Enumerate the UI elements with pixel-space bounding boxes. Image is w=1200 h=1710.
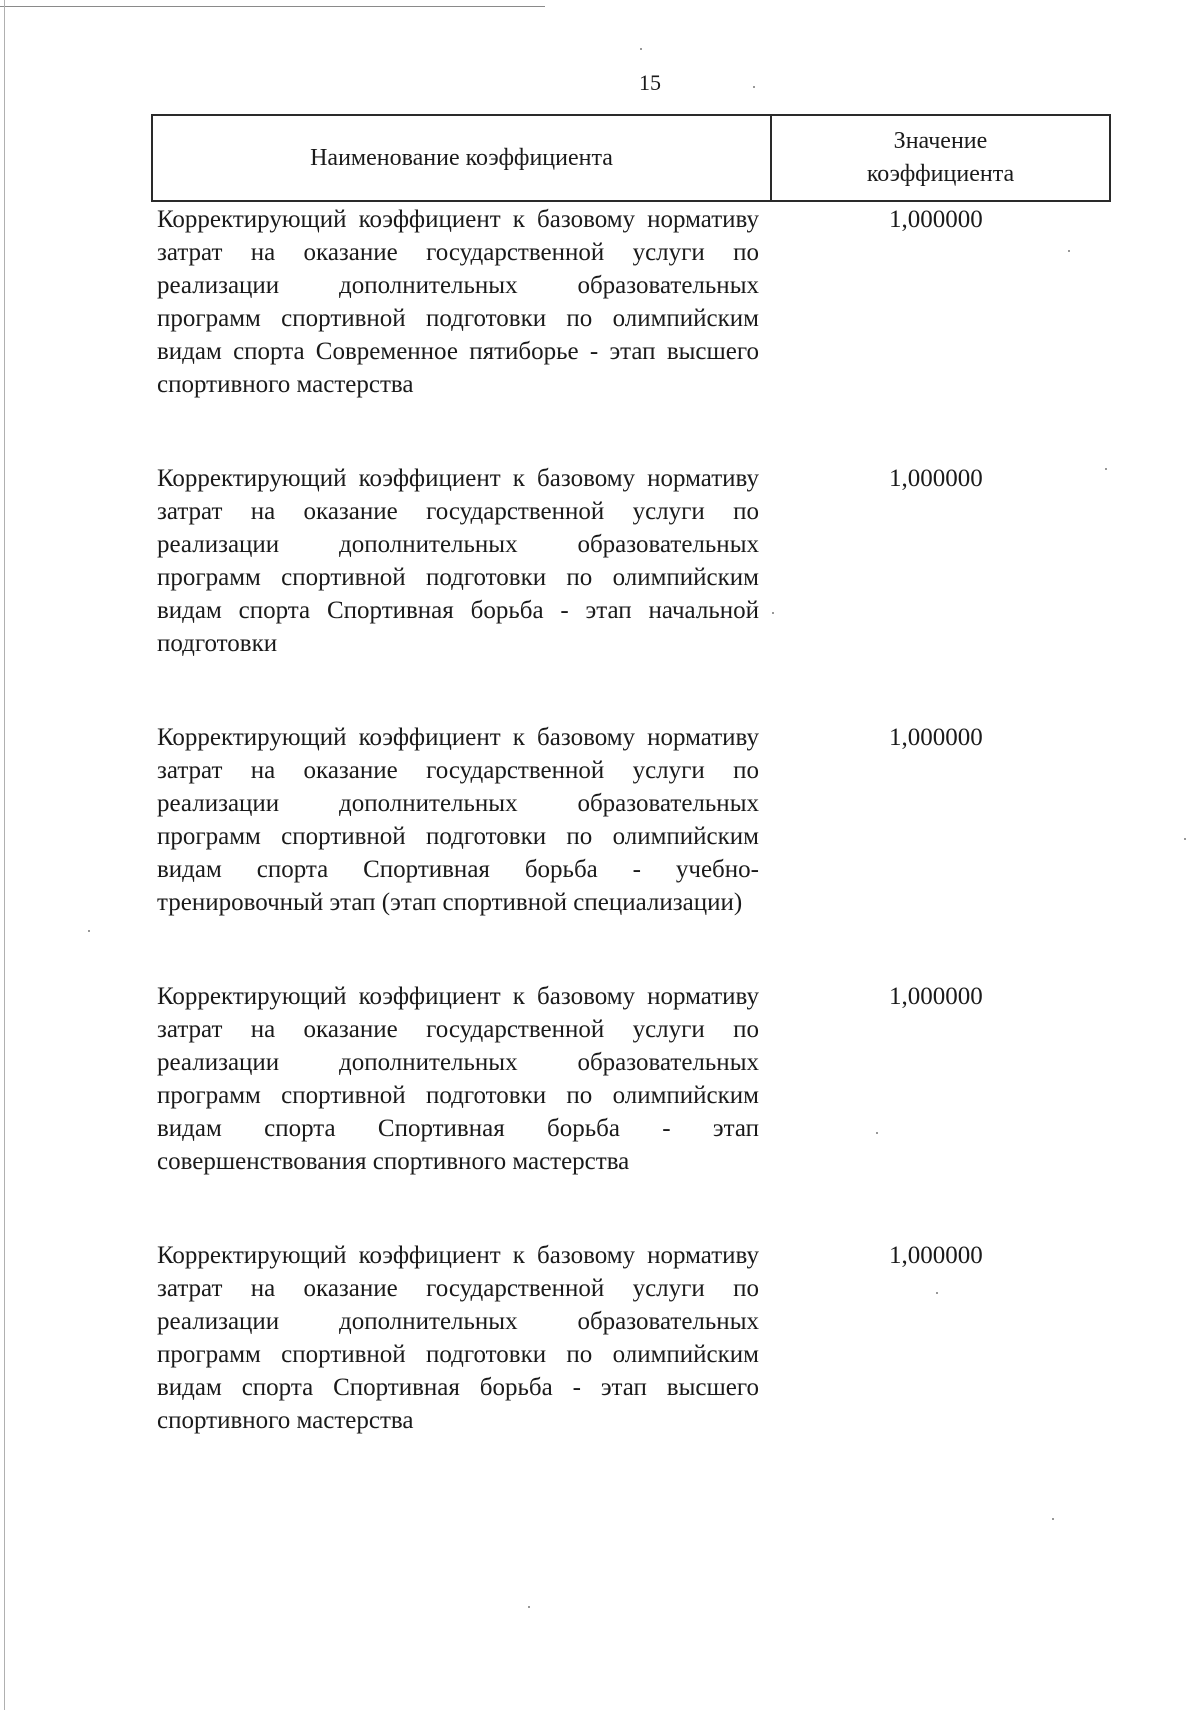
coefficient-value: 1,000000 [889,983,983,1010]
coefficient-value: 1,000000 [889,465,983,492]
table-row [157,980,1097,1239]
coefficient-name: Корректирующий коэффициент к базовому нормативу затрат на оказание государственной услуги по реализации дополнительных образовательных программ спортивной подготовки по олимпийским видам спорта Спортивная борьба - учебно-тренировочный этап (этап спортивной специализации) [157,724,759,916]
coefficient-table-body [157,203,1097,1498]
coefficient-name: Корректирующий коэффициент к базовому нормативу затрат на оказание государственной услуги по реализации дополнительных образовательных программ спортивной подготовки по олимпийским видам спорта Современное пятиборье - этап высшего спортивного мастерства [157,206,759,398]
scan-speck [1105,468,1107,470]
page-number: 15 [639,70,661,95]
scan-speck [640,48,642,50]
table-row [157,1239,1097,1498]
column-header-value [772,116,1109,200]
coefficient-value: 1,000000 [889,206,983,233]
scan-speck [1184,838,1186,840]
column-header-value-line2: коэффициента [866,161,1015,187]
coefficient-name: Корректирующий коэффициент к базовому нормативу затрат на оказание государственной услуги по реализации дополнительных образовательных программ спортивной подготовки по олимпийским видам спорта Спортивная борьба - этап начальной подготовки [157,465,759,657]
scan-border-top [0,6,545,7]
column-header-value-line1: Значение [893,128,988,154]
scan-border-left [4,0,5,1710]
table-header [151,114,1111,202]
scan-speck [772,612,774,614]
scan-speck [528,1606,530,1608]
scan-speck [936,1292,938,1294]
table-row [157,721,1097,980]
table-row [157,203,1097,462]
coefficient-name: Корректирующий коэффициент к базовому нормативу затрат на оказание государственной услуги по реализации дополнительных образовательных программ спортивной подготовки по олимпийским видам спорта Спортивная борьба - этап совершенствования спортивного мастерства [157,983,759,1175]
coefficient-name: Корректирующий коэффициент к базовому нормативу затрат на оказание государственной услуги по реализации дополнительных образовательных программ спортивной подготовки по олимпийским видам спорта Спортивная борьба - этап высшего спортивного мастерства [157,1242,759,1434]
table-row [157,462,1097,721]
scan-speck [876,1132,878,1134]
scan-speck [1052,1518,1054,1520]
coefficient-value: 1,000000 [889,724,983,751]
scan-speck [1068,250,1070,252]
scan-speck [753,86,755,88]
scan-speck [88,930,90,932]
column-header-name: Наименование коэффициента [153,116,772,200]
coefficient-value: 1,000000 [889,1242,983,1269]
